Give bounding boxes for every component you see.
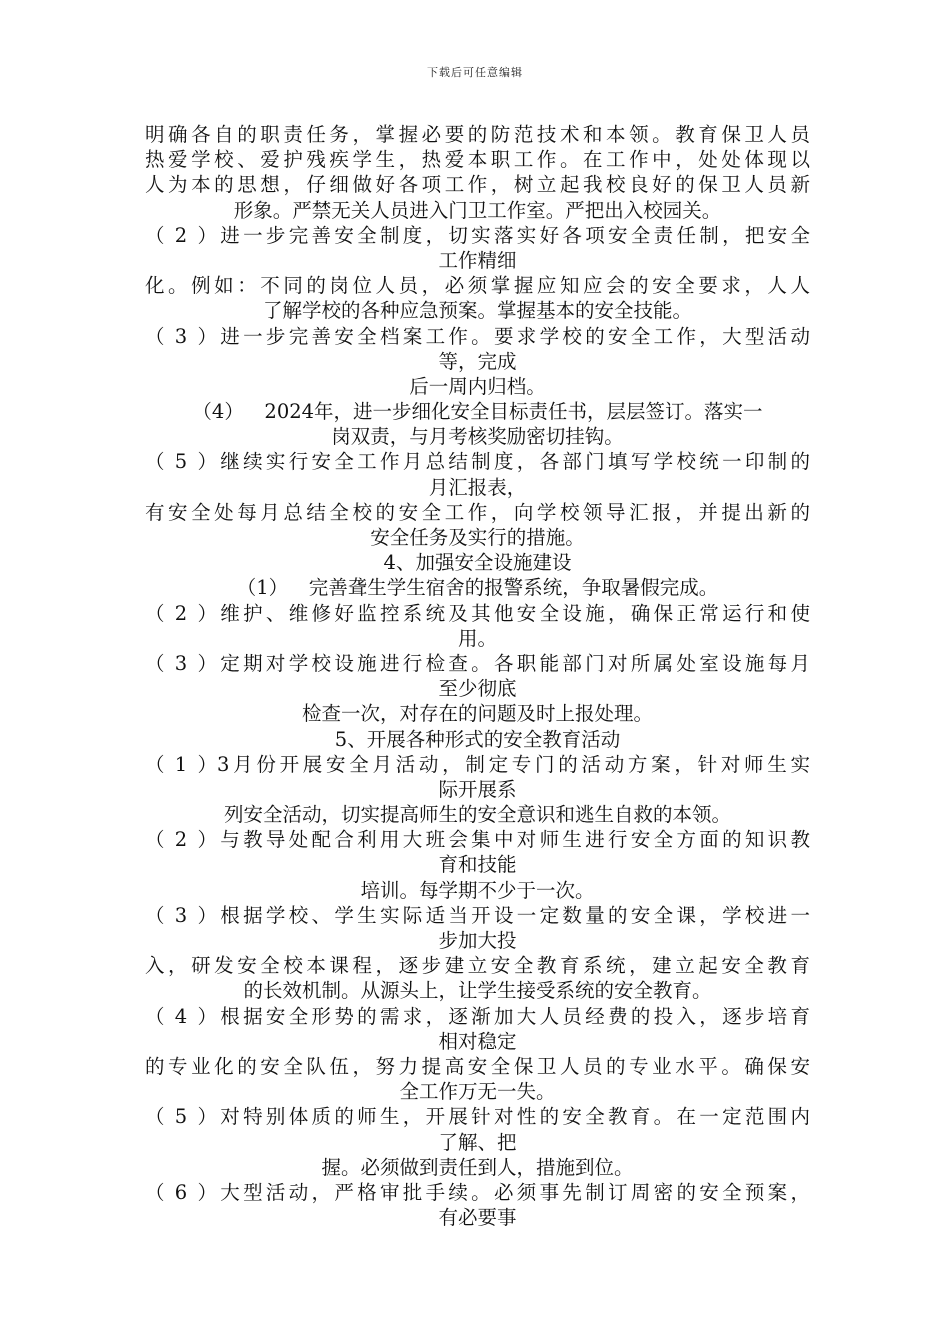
page-header: 下载后可任意编辑 [427, 66, 523, 79]
item-number: （3） [145, 651, 217, 675]
text-line [145, 298, 810, 323]
line-text: 相对稳定 [438, 1029, 517, 1053]
line-text: 安全任务及实行的措施。 [370, 526, 585, 549]
numbered-text-line [145, 1004, 810, 1029]
line-text: 有安全处每月总结全校的安全工作，向学校领导汇报，并提出新的 [145, 500, 810, 524]
text-line [145, 172, 810, 197]
document-body [145, 122, 810, 1230]
line-text: 维护、维修好监控系统及其他安全设施，确保正常运行和使 [217, 601, 810, 625]
text-line [145, 1054, 810, 1079]
line-text: 5、开展各种形式的安全教育活动 [334, 727, 621, 751]
line-text: 根据学校、学生实际适当开设一定数量的安全课，学校进一 [217, 903, 810, 927]
line-text: 际开展系 [438, 777, 517, 801]
line-text: 检查一次，对存在的问题及时上报处理。 [301, 702, 653, 726]
item-number: （1） [236, 576, 289, 600]
line-text: 4、加强安全设施建设 [383, 551, 572, 575]
text-line [145, 802, 810, 827]
item-number: （3） [145, 324, 217, 348]
numbered-text-line [145, 399, 810, 424]
text-line [145, 1155, 810, 1180]
line-text: 进一步完善安全制度，切实落实好各项安全责任制，把安全 [217, 223, 810, 247]
line-text: 全工作万无一失。 [399, 1080, 556, 1104]
text-line [145, 1029, 810, 1054]
text-line [145, 349, 810, 374]
numbered-text-line [145, 449, 810, 474]
text-line [145, 676, 810, 701]
text-line [145, 928, 810, 953]
line-text: 根据安全形势的需求，逐渐加大人员经费的投入，逐步培育 [217, 1004, 810, 1028]
text-line [145, 122, 810, 147]
line-text: 月汇报表， [428, 475, 527, 499]
line-text: 明确各自的职责任务，掌握必要的防范技术和本领。教育保卫人员 [145, 123, 810, 146]
line-text: 形象。严禁无关人员进入门卫工作室。严把出入校园关。 [233, 198, 722, 222]
numbered-text-line [145, 223, 810, 248]
line-text: 的专业化的安全队伍，努力提高安全保卫人员的专业水平。确保安 [145, 1054, 810, 1078]
text-line [145, 953, 810, 978]
line-text: 2024年，进一步细化安全目标责任书，层层签订。落实一 [264, 400, 763, 424]
text-line [145, 1130, 810, 1155]
item-number: （3） [145, 903, 217, 927]
item-number: （2） [145, 601, 217, 625]
line-text: 了解、把 [438, 1130, 517, 1154]
numbered-text-line [145, 827, 810, 852]
item-number: （5） [145, 450, 217, 474]
text-line [145, 248, 810, 273]
text-line [145, 424, 810, 449]
line-text: 工作精细 [438, 248, 517, 272]
line-text: 化。例如：不同的岗位人员，必须掌握应知应会的安全要求，人人 [145, 274, 810, 298]
text-line [145, 475, 810, 500]
text-line [145, 198, 810, 223]
line-text: 步加大投 [438, 929, 517, 952]
line-text: 后一周内归档。 [409, 374, 546, 398]
line-text: 握。必须做到责任到人，措施到位。 [321, 1155, 634, 1179]
numbered-text-line [145, 324, 810, 349]
line-text: 育和技能 [438, 853, 517, 877]
text-line [145, 701, 810, 726]
line-text: 继续实行安全工作月总结制度，各部门填写学校统一印制的 [217, 450, 810, 474]
item-number: （4） [145, 1004, 217, 1028]
text-line [145, 525, 810, 550]
line-text: 与教导处配合利用大班会集中对师生进行安全方面的知识教 [217, 828, 810, 852]
numbered-text-line [145, 1104, 810, 1129]
line-text: 的长效机制。从源头上，让学生接受系统的安全教育。 [243, 979, 712, 1003]
numbered-text-line [145, 752, 810, 777]
line-text: 对特别体质的师生，开展针对性的安全教育。在一定范围内 [217, 1105, 810, 1129]
text-line [145, 374, 810, 399]
text-line [145, 978, 810, 1003]
line-text: 列安全活动，切实提高师生的安全意识和逃生自救的本领。 [223, 803, 731, 827]
numbered-text-line [145, 651, 810, 676]
item-number: （5） [145, 1105, 217, 1129]
line-text: 热爱学校、爱护残疾学生，热爱本职工作。在工作中，处处体现以 [145, 148, 810, 172]
item-number: （6） [145, 1180, 217, 1204]
line-text: 完善聋生学生宿舍的报警系统，争取暑假完成。 [308, 576, 719, 600]
item-number: （4） [192, 400, 244, 424]
line-text: 人为本的思想，仔细做好各项工作，树立起我校良好的保卫人员新 [145, 173, 810, 197]
line-text: 用。 [457, 626, 497, 650]
numbered-text-line [145, 601, 810, 626]
line-text: 3月份开展安全月活动，制定专门的活动方案，针对师生实 [217, 752, 810, 776]
line-text: 岗双责，与月考核奖励密切挂钩。 [331, 425, 624, 449]
line-text: 定期对学校设施进行检查。各职能部门对所属处室设施每月 [217, 651, 810, 675]
numbered-text-line [145, 903, 810, 928]
line-text: 培训。每学期不少于一次。 [360, 878, 595, 902]
text-line [145, 727, 810, 752]
text-line [145, 147, 810, 172]
item-number: （2） [145, 223, 217, 247]
line-text: 等，完成 [438, 349, 517, 373]
text-line [145, 500, 810, 525]
line-text: 大型活动，严格审批手续。必须事先制订周密的安全预案， [217, 1180, 810, 1204]
numbered-text-line [145, 575, 810, 600]
text-line [145, 626, 810, 651]
line-text: 入，研发安全校本课程，逐步建立安全教育系统，建立起安全教育 [145, 954, 810, 978]
text-line [145, 1205, 810, 1230]
text-line [145, 852, 810, 877]
numbered-text-line [145, 1180, 810, 1205]
line-text: 了解学校的各种应急预案。掌握基本的安全技能。 [262, 299, 692, 323]
text-line [145, 1079, 810, 1104]
item-number: （2） [145, 828, 217, 852]
text-line [145, 273, 810, 298]
line-text: 至少彻底 [438, 677, 517, 701]
text-line [145, 878, 810, 903]
text-line [145, 550, 810, 575]
item-number: （1） [145, 752, 217, 776]
line-text: 进一步完善安全档案工作。要求学校的安全工作，大型活动 [217, 324, 810, 348]
line-text: 有必要事 [438, 1206, 517, 1230]
text-line [145, 777, 810, 802]
